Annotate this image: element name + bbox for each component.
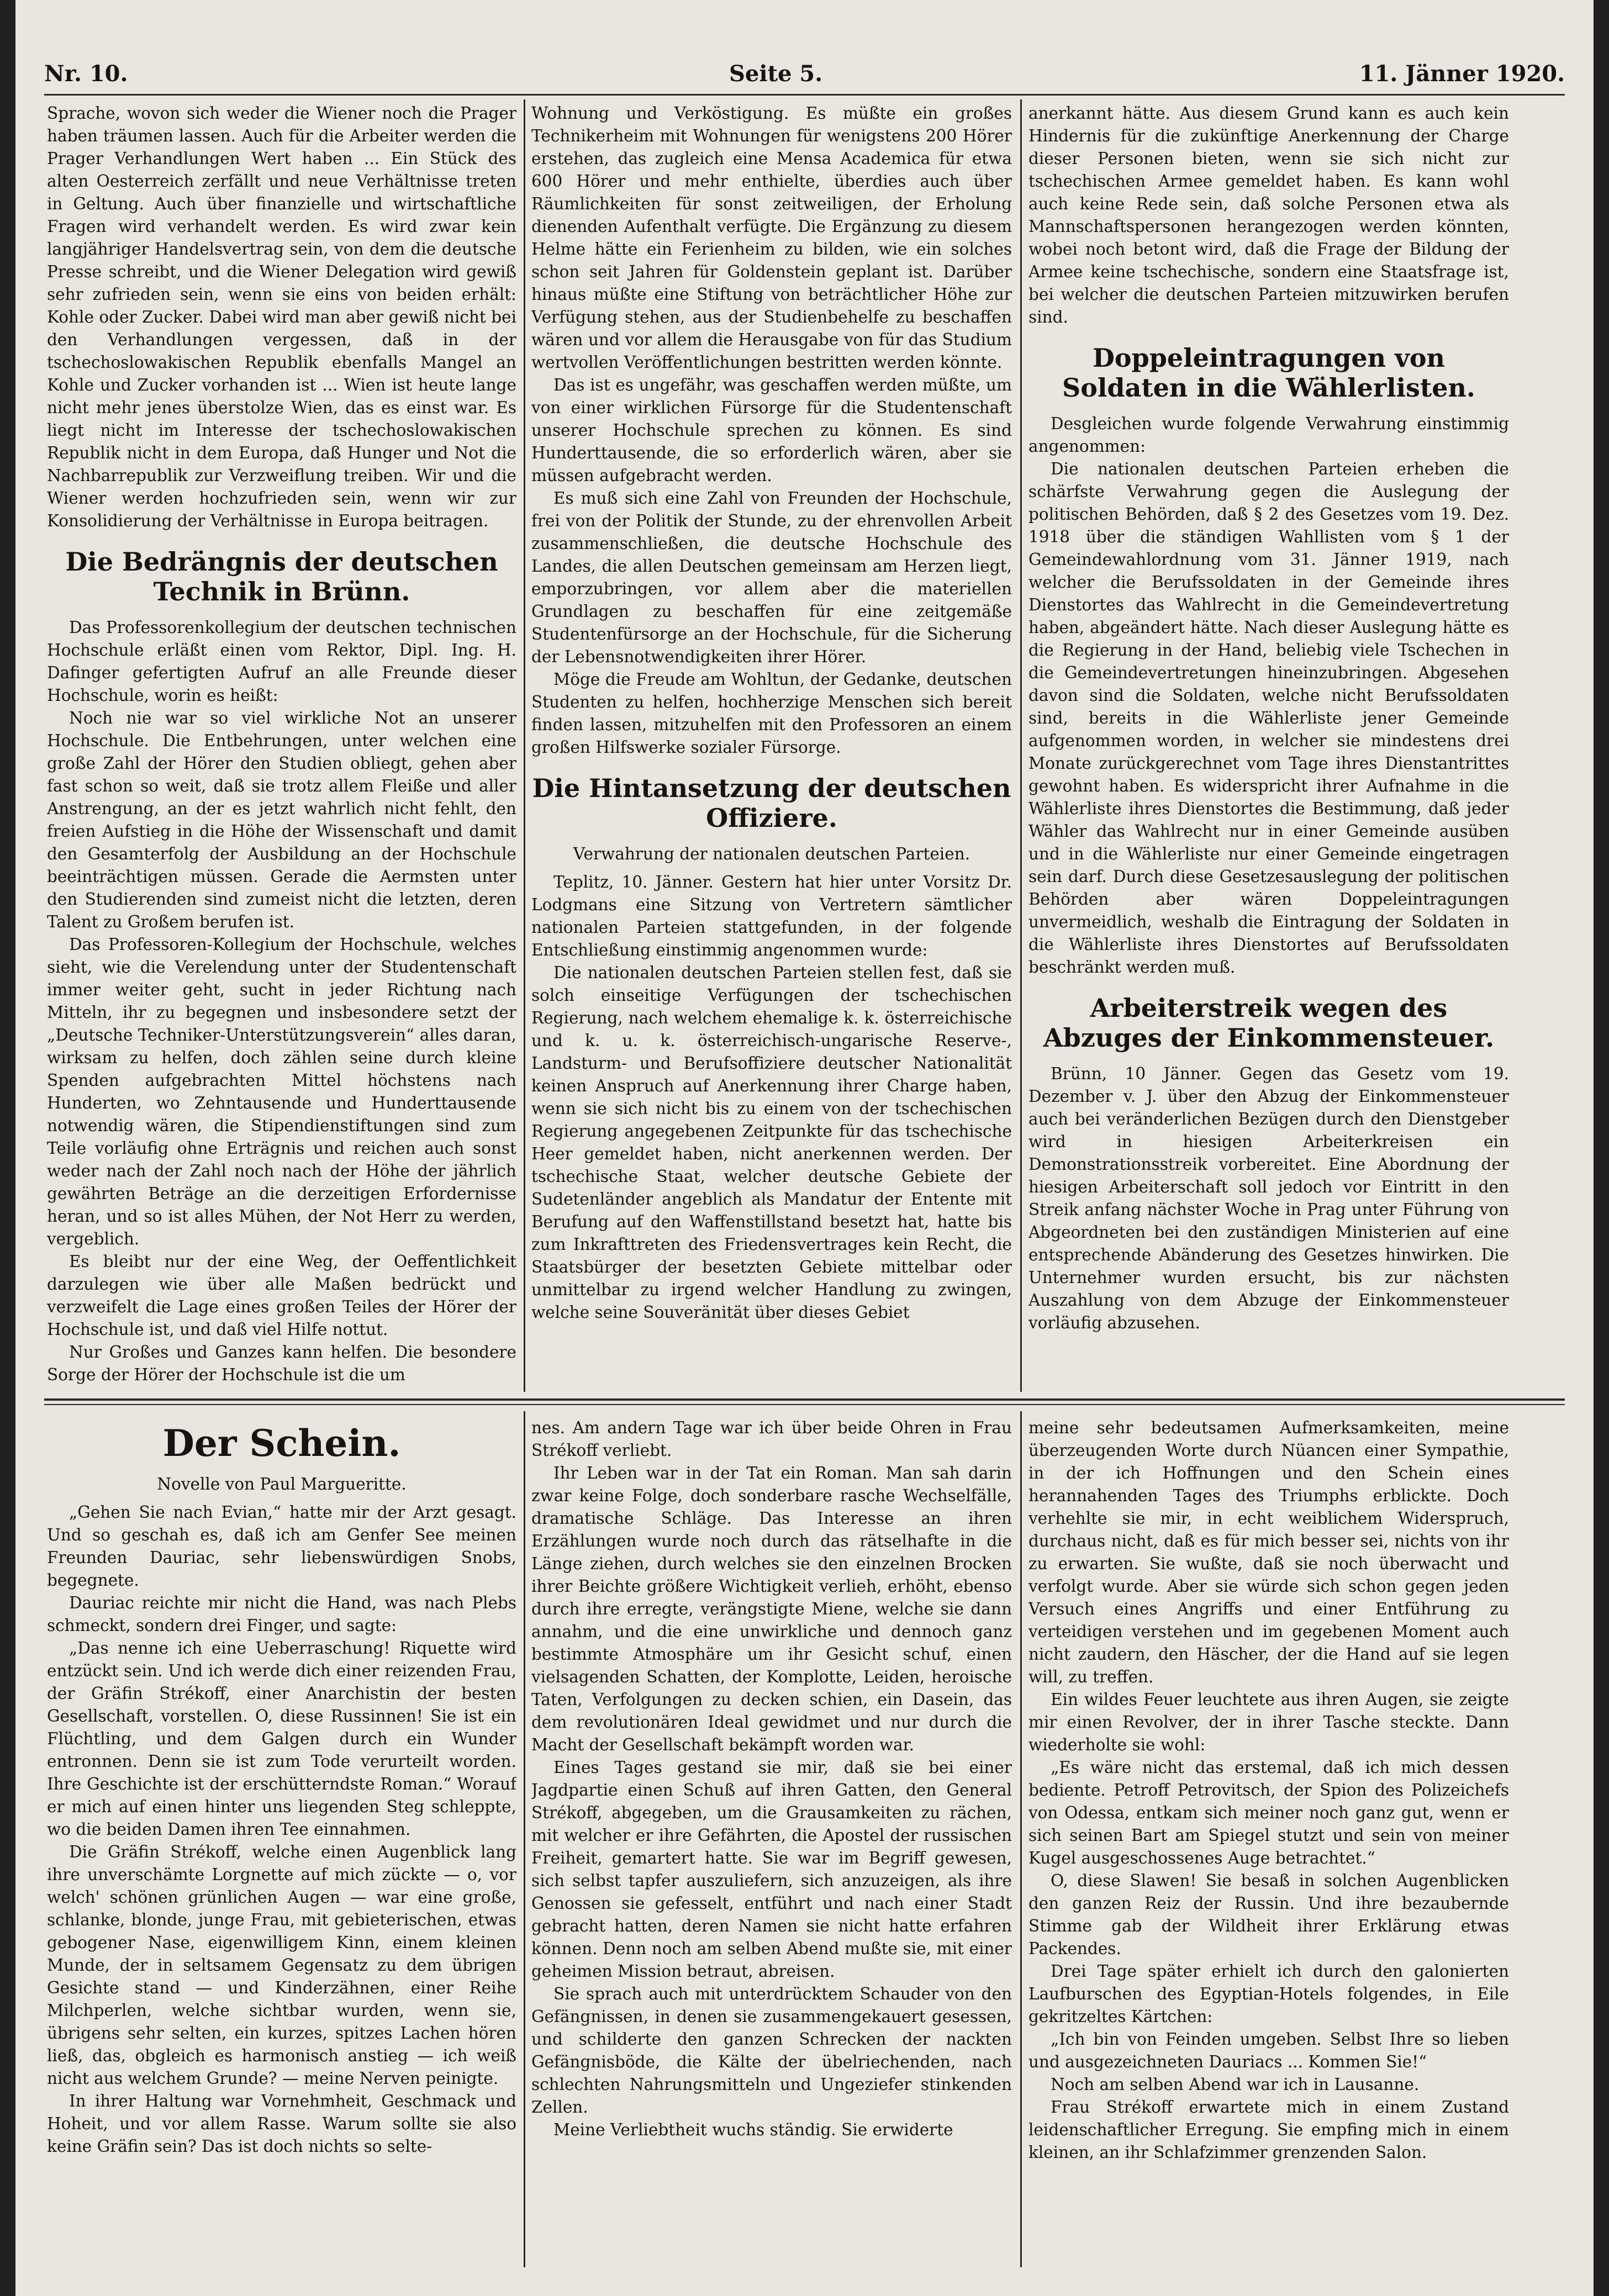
novel-paragraph: Noch am selben Abend war ich in Lausanne.: [1051, 2075, 1420, 2094]
novel-paragraph: Eines Tages gestand sie mir, daß sie bei einer Jagdpartie einen Schuß auf ihren Gatten, den General Strékoff, abgegeben, um die Grausamkeiten zu rächen, mit welcher er ihre Gefährten, die Apostel der russischen Freiheit, gemartert hatte. Sie war im Begriff gewesen, sich selbst tapfer auszuliefern, sich anzuzeigen, als ihre Genossen sie gefesselt, entführt und nach einer Stadt gebracht hatten, deren Namen sie nicht hatte erfahren können. Denn noch am selben Abend mußte sie, mit einer geheimen Mission betraut, abreisen.: [531, 1758, 1012, 1981]
headline-doppeleintragungen: Doppeleintragungen von Soldaten in die Wählerlisten.: [1062, 343, 1475, 403]
novel-paragraph: In ihrer Haltung war Vornehmheit, Geschmack und Hoheit, und vor allem Rasse. Warum sollte sie also keine Gräfin sein? Das ist doch nichts so selte-: [47, 2092, 516, 2156]
novel-column-3: [1028, 1417, 1509, 2267]
article-paragraph: Es bleibt nur der eine Weg, der Oeffentlichkeit darzulegen wie über alle Maßen bedrückt und verzweifelt die Lage eines großen Teiles der Hörer der Hochschule ist, und daß viel Hilfe nottut.: [47, 1252, 516, 1339]
column-3: [1028, 102, 1509, 1389]
novel-paragraph: Sie sprach auch mit unterdrücktem Schauder von den Gefängnissen, in denen sie zusammengekauert gesessen, und schilderte den ganzen Schrecken der nackten Gefängnisböde, die Kälte der übelriechenden, nach schlechten Nahrungsmitteln und Ungeziefer stinkenden Zellen.: [531, 1984, 1012, 2116]
column-1: [47, 102, 516, 1389]
column-rule: [1020, 1411, 1022, 2267]
article-paragraph: Das Professoren-Kollegium der Hochschule, welches sieht, wie die Verelendung unter der Studentenschaft immer weiter geht, sucht in jeder Richtung nach Mitteln, ihr zu begegnen und insbesondere setzt der „Deutsche Techniker-Unterstützungsverein“ alles daran, wirksam zu helfen, doch zählen seine durch kleine Spenden aufgebrachten Mittel höchstens nach Hunderten, wo Zehntausende und Hunderttausende notwendig wären, die Stipendienstiftungen sind zum Teile vorläufig ohne Erträgnis und reichen auch sonst weder nach der Zahl noch nach der Höhe der jährlich gewährten Beträge an die derzeitigen Erfordernisse heran, und so ist alles Mühen, der Not Herr zu werden, vergeblich.: [47, 935, 516, 1248]
novel-column-1: [47, 1417, 516, 2267]
article-paragraph: Wohnung und Verköstigung. Es müßte ein großes Technikerheim mit Wohnungen für wenigstens 200 Hörer erstehen, das zugleich eine Mensa Academica für etwa 600 Hörer und mehr enthielte, überdies auch über Räumlichkeiten für sonst zeitweiligen, der Erholung dienenden Aufenthalt verfügte. Die Ergänzung zu diesem Helme hätte ein Ferienheim zu bilden, wie ein solches schon seit Jahren für Goldenstein geplant ist. Darüber hinaus müßte eine Stiftung von beträchtlicher Höhe zur Verfügung stehen, aus der Studienbehelfe zu beschaffen wären und vor allem die Herausgabe von für das Studium wertvollen Veröffentlichungen bestritten werden könnte.: [531, 104, 1012, 372]
novel-paragraph: Frau Strékoff erwartete mich in einem Zustand leidenschaftlicher Erregung. Sie empfing mich in einem kleinen, an ihr Schlafzimmer grenzenden Salon.: [1028, 2098, 1509, 2162]
novel-title: Der Schein.: [162, 1422, 401, 1465]
novel-paragraph: O, diese Slawen! Sie besaß in solchen Augenblicken den ganzen Reiz der Russin. Und ihre bezaubernde Stimme gab der Wildheit ihrer Erklärung etwas Packendes.: [1028, 1871, 1509, 1958]
article-paragraph: Desgleichen wurde folgende Verwahrung einstimmig angenommen:: [1028, 414, 1509, 456]
novel-paragraph: Dauriac reichte mir nicht die Hand, was nach Plebs schmeckt, sondern drei Finger, und sagte:: [47, 1593, 516, 1635]
article-paragraph: Das Professorenkollegium der deutschen technischen Hochschule erläßt einen vom Rektor, Dipl. Ing. H. Dafinger gefertigten Aufruf an alle Freunde dieser Hochschule, worin es heißt:: [47, 618, 516, 705]
article-paragraph: Brünn, 10 Jänner. Gegen das Gesetz vom 19. Dezember v. J. über den Abzug der Einkommensteuer auch bei veränderlichen Bezügen durch den Dienstgeber wird in hiesigen Arbeiterkreisen ein Demonstrationsstreik vorbereitet. Eine Abordnung der hiesigen Arbeiterschaft soll jedoch vor Eintritt in den Streik anfang nächster Woche in Prag unter Führung von Abgeordneten bei den zuständigen Ministerien auf eine entsprechende Abänderung des Gesetzes hinwirken. Die Unternehmer wurden ersucht, bis zur nächsten Auszahlung von dem Abzuge der Einkommensteuer vorläufig abzusehen.: [1028, 1064, 1509, 1332]
column-rule: [1020, 99, 1022, 1392]
article-paragraph: Sprache, wovon sich weder die Wiener noch die Prager haben träumen lassen. Auch für die Arbeiter werden die Prager Verhandlungen Wert haben ... Ein Stück des alten Oesterreich zerfällt und neue Verhältnisse treten in Geltung. Auch über finanzielle und wirtschaftliche Fragen wird verhandelt werden. Es wird zwar kein langjähriger Handelsvertrag sein, von dem die deutsche Presse schreibt, und die Wiener Delegation wird gewiß sehr zufrieden sein, wenn sie eins von beiden erhält: Kohle oder Zucker. Dabei wird man aber gewiß nicht bei den Verhandlungen vergessen, daß in der tschechoslowakischen Republik ebenfalls Mangel an Kohle und Zucker vorhanden ist ... Wien ist heute lange nicht mehr jenes überstolze Wien, das es einst war. Es liegt nicht im Interesse der tschechoslowakischen Republik nicht in dem Europa, daß Hunger und Not die Nachbarrepublik zur Verzweiflung treiben. Wir und die Wiener werden hochzufrieden sein, wenn wir zur Konsolidierung der Verhältnisse in Europa beitragen.: [47, 104, 516, 530]
issue-date: 11. Jänner 1920.: [1359, 61, 1565, 87]
headline-offiziere: Die Hintansetzung der deutschen Offiziere.: [532, 773, 1011, 833]
novel-paragraph: nes. Am andern Tage war ich über beide Ohren in Frau Strékoff verliebt.: [531, 1418, 1012, 1460]
novel-paragraph: „Das nenne ich eine Ueberraschung! Riquette wird entzückt sein. Und ich werde dich einer reizenden Frau, der Gräfin Strékoff, einer Anarchistin der besten Gesellschaft, vorstellen. O, diese Russinnen! Sie ist ein Flüchtling, und dem Galgen durch ein Wunder entronnen. Denn sie ist zum Tode verurteilt worden. Ihre Geschichte ist der erschütterndste Roman.“ Worauf er mich auf einen hinter uns liegenden Steg schleppte, wo die beiden Damen ihren Tee einnahmen.: [47, 1639, 516, 1839]
page-header: [44, 55, 1565, 99]
column-rule: [524, 1411, 525, 2267]
novel-paragraph: „Gehen Sie nach Evian,“ hatte mir der Arzt gesagt. Und so geschah es, daß ich am Genfer See meinen Freunden Dauriac, sehr liebenswürdigen Snobs, begegnete.: [47, 1503, 516, 1590]
subheadline: Verwahrung der nationalen deutschen Parteien.: [573, 844, 970, 863]
article-paragraph: Möge die Freude am Wohltun, der Gedanke, deutschen Studenten zu helfen, hochherzige Menschen sich bereit finden lassen, mitzuhelfen mit den Professoren an einem großen Hilfswerke sozialer Fürsorge.: [531, 670, 1012, 757]
header-rule: [44, 94, 1565, 96]
novel-byline: Novelle von Paul Margueritte.: [157, 1475, 407, 1493]
novel-paragraph: Ein wildes Feuer leuchtete aus ihren Augen, sie zeigte mir einen Revolver, der in ihrer Tasche steckte. Dann wiederholte sie wohl:: [1028, 1690, 1509, 1754]
article-paragraph: Die nationalen deutschen Parteien erheben die schärfste Verwahrung gegen die Auslegung der politischen Behörden, daß § 2 des Gesetzes vom 19. Dez. 1918 über die ständigen Wahllisten vom § 1 der Gemeindewahlordnung vom 31. Jänner 1919, nach welcher die Berufssoldaten in der Gemeinde ihres Dienstortes das Wahlrecht in die Gemeindevertretung haben, abgeändert hätte. Nach dieser Auslegung hätte es die Regierung in der Hand, beliebig viele Tschechen in die Gemeindevertretungen hineinzubringen. Abgesehen davon sind die Soldaten, welche nicht Berufssoldaten sind, bereits in die Wählerliste jener Gemeinde aufgenommen worden, in welcher sie mindestens drei Monate zurückgerechnet vom Tage ihres Dienstantrittes gewohnt haben. Es widerspricht ihrer Aufnahme in die Wählerliste ihres Dienstortes die Bestimmung, daß jeder Wähler das Wahlrecht nur in einer Gemeinde ausüben und in die Wählerliste nur einer Gemeinde eingetragen sein darf. Durch diese Gesetzesauslegung der politischen Behörden aber wären Doppeleintragungen unvermeidlich, weshalb die Eintragung der Soldaten in die Wählerliste ihres Dienstortes auf Berufssoldaten beschränkt werden muß.: [1028, 460, 1509, 977]
column-2: [531, 102, 1012, 1389]
novel-paragraph: meine sehr bedeutsamen Aufmerksamkeiten, meine überzeugenden Worte durch Nüancen einer Sympathie, in der ich Hoffnungen und den Schein eines herannahenden Tages des Triumphs erblickte. Doch verhehlte sie mir, in echt weiblichem Widerspruch, durchaus nicht, daß es für mich besser sei, nichts von ihr zu erwarten. Sie wußte, daß sie noch überwacht und verfolgt wurde. Aber sie würde sich schon gegen jeden Versuch eines Angriffs und einer Entführung zu verteidigen verstehen und im gegebenen Moment auch nicht zaudern, den Häscher, der die Hand auf sie legen will, zu treffen.: [1028, 1418, 1509, 1686]
column-rule: [524, 99, 525, 1392]
novel-paragraph: Meine Verliebtheit wuchs ständig. Sie erwiderte: [553, 2120, 953, 2139]
article-paragraph: Die nationalen deutschen Parteien stellen fest, daß sie solch einseitige Verfügungen der tschechischen Regierung, nach welchem ehemalige k. k. österreichische und k. u. k. österreichisch-ungarische Reserve-, Landsturm- und Berufsoffiziere deutscher Nationalität keinen Anspruch auf Anerkennung ihrer Charge haben, wenn sie sich nicht bis zu einem von der tschechischen Regierung angegebenen Zeitpunkte für das tschechische Heer gemeldet haben, nicht anerkennen werden. Der tschechische Staat, welcher deutsche Gebiete der Sudetenländer angeblich als Mandatur der Entente mit Berufung auf den Waffenstillstand besetzt hat, hatte bis zum Inkrafttreten des Friedensvertrages kein Recht, die Staatsbürger der besetzten Gebiete mittelbar oder unmittelbar zu irgend welcher Handlung zu zwingen, welche seine Souveränität über dieses Gebiet: [531, 963, 1012, 1322]
novel-paragraph: „Ich bin von Feinden umgeben. Selbst Ihre so lieben und ausgezeichneten Dauriacs ... Kommen Sie!“: [1028, 2030, 1509, 2071]
headline-technik-bruenn: Die Bedrängnis der deutschen Technik in Brünn.: [65, 547, 498, 606]
scan-edge-right: [1594, 0, 1609, 2296]
article-paragraph: Teplitz, 10. Jänner. Gestern hat hier unter Vorsitz Dr. Lodgmans eine Sitzung von Vertretern sämtlicher nationalen Parteien stattgefunden, in der folgende Entschließung einstimmig angenommen wurde:: [531, 873, 1012, 959]
novel-column-2: [531, 1417, 1012, 2267]
headline-arbeiterstreik: Arbeiterstreik wegen des Abzuges der Einkommensteuer.: [1043, 993, 1495, 1053]
article-paragraph: Das ist es ungefähr, was geschaffen werden müßte, um von einer wirklichen Fürsorge für die Studentenschaft unserer Hochschule sprechen zu können. Es sind Hunderttausende, die so erforderlich wären, aber sie müssen aufgebracht werden.: [531, 376, 1012, 485]
scan-edge-left: [0, 0, 15, 2296]
novel-paragraph: Die Gräfin Strékoff, welche einen Augenblick lang ihre unverschämte Lorgnette auf mich zückte — o, vor welch' schönen grünlichen Augen — war eine große, schlanke, blonde, junge Frau, mit gebieterischen, etwas gebogener Nase, eigenwilligem Kinn, einem kleinen Munde, der in seltsamem Gegensatz zu dem übrigen Gesichte stand — und Kinderzähnen, einer Reihe Milchperlen, welche sichtbar wurden, wenn sie, übrigens sehr selten, ein kurzes, spitzes Lachen hören ließ, das, obgleich es harmonisch anstieg — ich weiß nicht aus welchem Grunde? — meine Nerven peinigte.: [47, 1843, 516, 2088]
article-paragraph: Noch nie war so viel wirkliche Not an unserer Hochschule. Die Entbehrungen, unter welchen eine große Zahl der Hörer den Studien obliegt, gehen aber fast schon so weit, daß sie trotz allem Fleiße und aller Anstrengung, an der es jetzt wahrlich nicht fehlt, den freien Aufstieg in die Höhe der Wissenschaft und damit den Gesamterfolg der Ausbildung an der Hochschule beeinträchtigen müssen. Gerade die Aermsten unter den Studierenden sind zumeist nicht die letzten, deren Talent zu Großem berufen ist.: [47, 709, 516, 931]
feuilleton-rule: [44, 1398, 1565, 1401]
feuilleton-rule: [44, 1404, 1565, 1405]
issue-number: Nr. 10.: [44, 61, 128, 87]
page-number: Seite 5.: [729, 61, 823, 87]
article-paragraph: anerkannt hätte. Aus diesem Grund kann es auch kein Hindernis für die zukünftige Anerkennung der Charge dieser Personen bieten, wenn sie sich nicht zur tschechischen Armee gemeldet haben. Es kann wohl auch keine Rede sein, daß solche Personen etwa als Mannschaftspersonen herangezogen werden könnten, wobei noch betont wird, daß die Frage der Bildung der Armee keine tschechische, sondern eine Staatsfrage ist, bei welcher die deutschen Parteien mitzuwirken berufen sind.: [1028, 104, 1509, 326]
novel-paragraph: Drei Tage später erhielt ich durch den galonierten Laufburschen des Egyptian-Hotels folgendes, in Eile gekritzeltes Kärtchen:: [1028, 1962, 1509, 2026]
article-paragraph: Es muß sich eine Zahl von Freunden der Hochschule, frei von der Politik der Stunde, zu der ehrenvollen Arbeit zusammenschließen, die deutsche Hochschule des Landes, die allen Deutschen gemeinsam am Herzen liegt, emporzubringen, vor allem aber die materiellen Grundlagen zu beschaffen für eine zeitgemäße Studentenfürsorge an der Hochschule, für die Sicherung der Lebensnotwendigkeiten ihrer Hörer.: [531, 489, 1012, 666]
novel-paragraph: „Es wäre nicht das erstemal, daß ich mich dessen bediente. Petroff Petrovitsch, der Spion des Polizeichefs von Odessa, entkam sich meiner noch ganz gut, wenn er sich seinen Bart am Spiegel stutzt und sein von meiner Kugel ausgeschossenes Auge betrachtet.“: [1028, 1758, 1509, 1867]
novel-paragraph: Ihr Leben war in der Tat ein Roman. Man sah darin zwar keine Folge, doch sonderbare rasche Wechselfälle, dramatische Schläge. Das Interesse an ihren Erzählungen wurde noch durch das rätselhafte in die Länge ziehen, durch welches sie den einzelnen Brocken ihrer Beichte größere Wichtigkeit verlieh, erhöht, ebenso durch ihre erregte, verängstigte Miene, welche sie dann annahm, und die eine unwirkliche und dennoch ganz bestimmte Atmosphäre um ihr Gesicht schuf, einen vielsagenden Schatten, der Komplotte, Leiden, heroische Taten, Verfolgungen zu decken schien, ein Dasein, das dem revolutionären Ideal gewidmet und nur durch die Macht der Gesellschaft bekämpft worden war.: [531, 1464, 1012, 1754]
article-paragraph: Nur Großes und Ganzes kann helfen. Die besondere Sorge der Hörer der Hochschule ist die um: [47, 1343, 516, 1384]
